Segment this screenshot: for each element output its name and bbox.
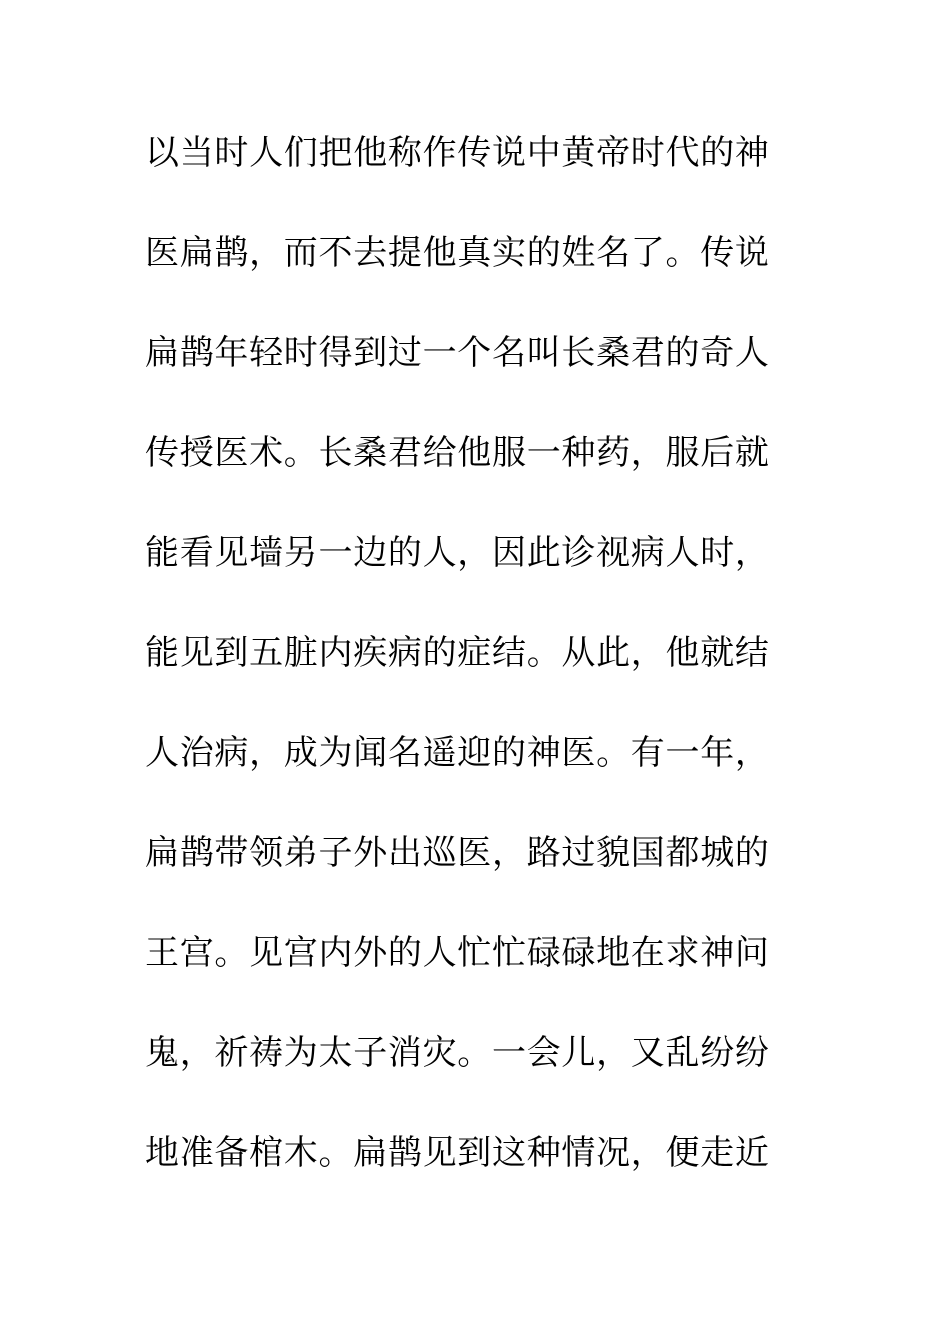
text-line: 扁鹊带领弟子外出巡医，路过貌国都城的: [145, 833, 770, 873]
text-line: 能见到五脏内疾病的症结。从此，他就结: [145, 633, 770, 673]
text-line: 地准备棺木。扁鹊见到这种情况，便走近: [145, 1133, 770, 1173]
text-line: 医扁鹊，而不去提他真实的姓名了。传说: [145, 233, 770, 273]
text-line: 以当时人们把他称作传说中黄帝时代的神: [145, 133, 770, 173]
text-line: 传授医术。长桑君给他服一种药，服后就: [145, 433, 770, 473]
text-line: 能看见墙另一边的人，因此诊视病人时，: [145, 533, 770, 573]
text-line: 人治病，成为闻名遥迎的神医。有一年，: [145, 733, 770, 773]
body-text: [145, 128, 825, 1228]
text-line: 王宫。见宫内外的人忙忙碌碌地在求神问: [145, 933, 770, 973]
text-line: 扁鹊年轻时得到过一个名叫长桑君的奇人: [145, 333, 770, 373]
text-line: 鬼，祈祷为太子消灾。一会儿，又乱纷纷: [145, 1033, 770, 1073]
